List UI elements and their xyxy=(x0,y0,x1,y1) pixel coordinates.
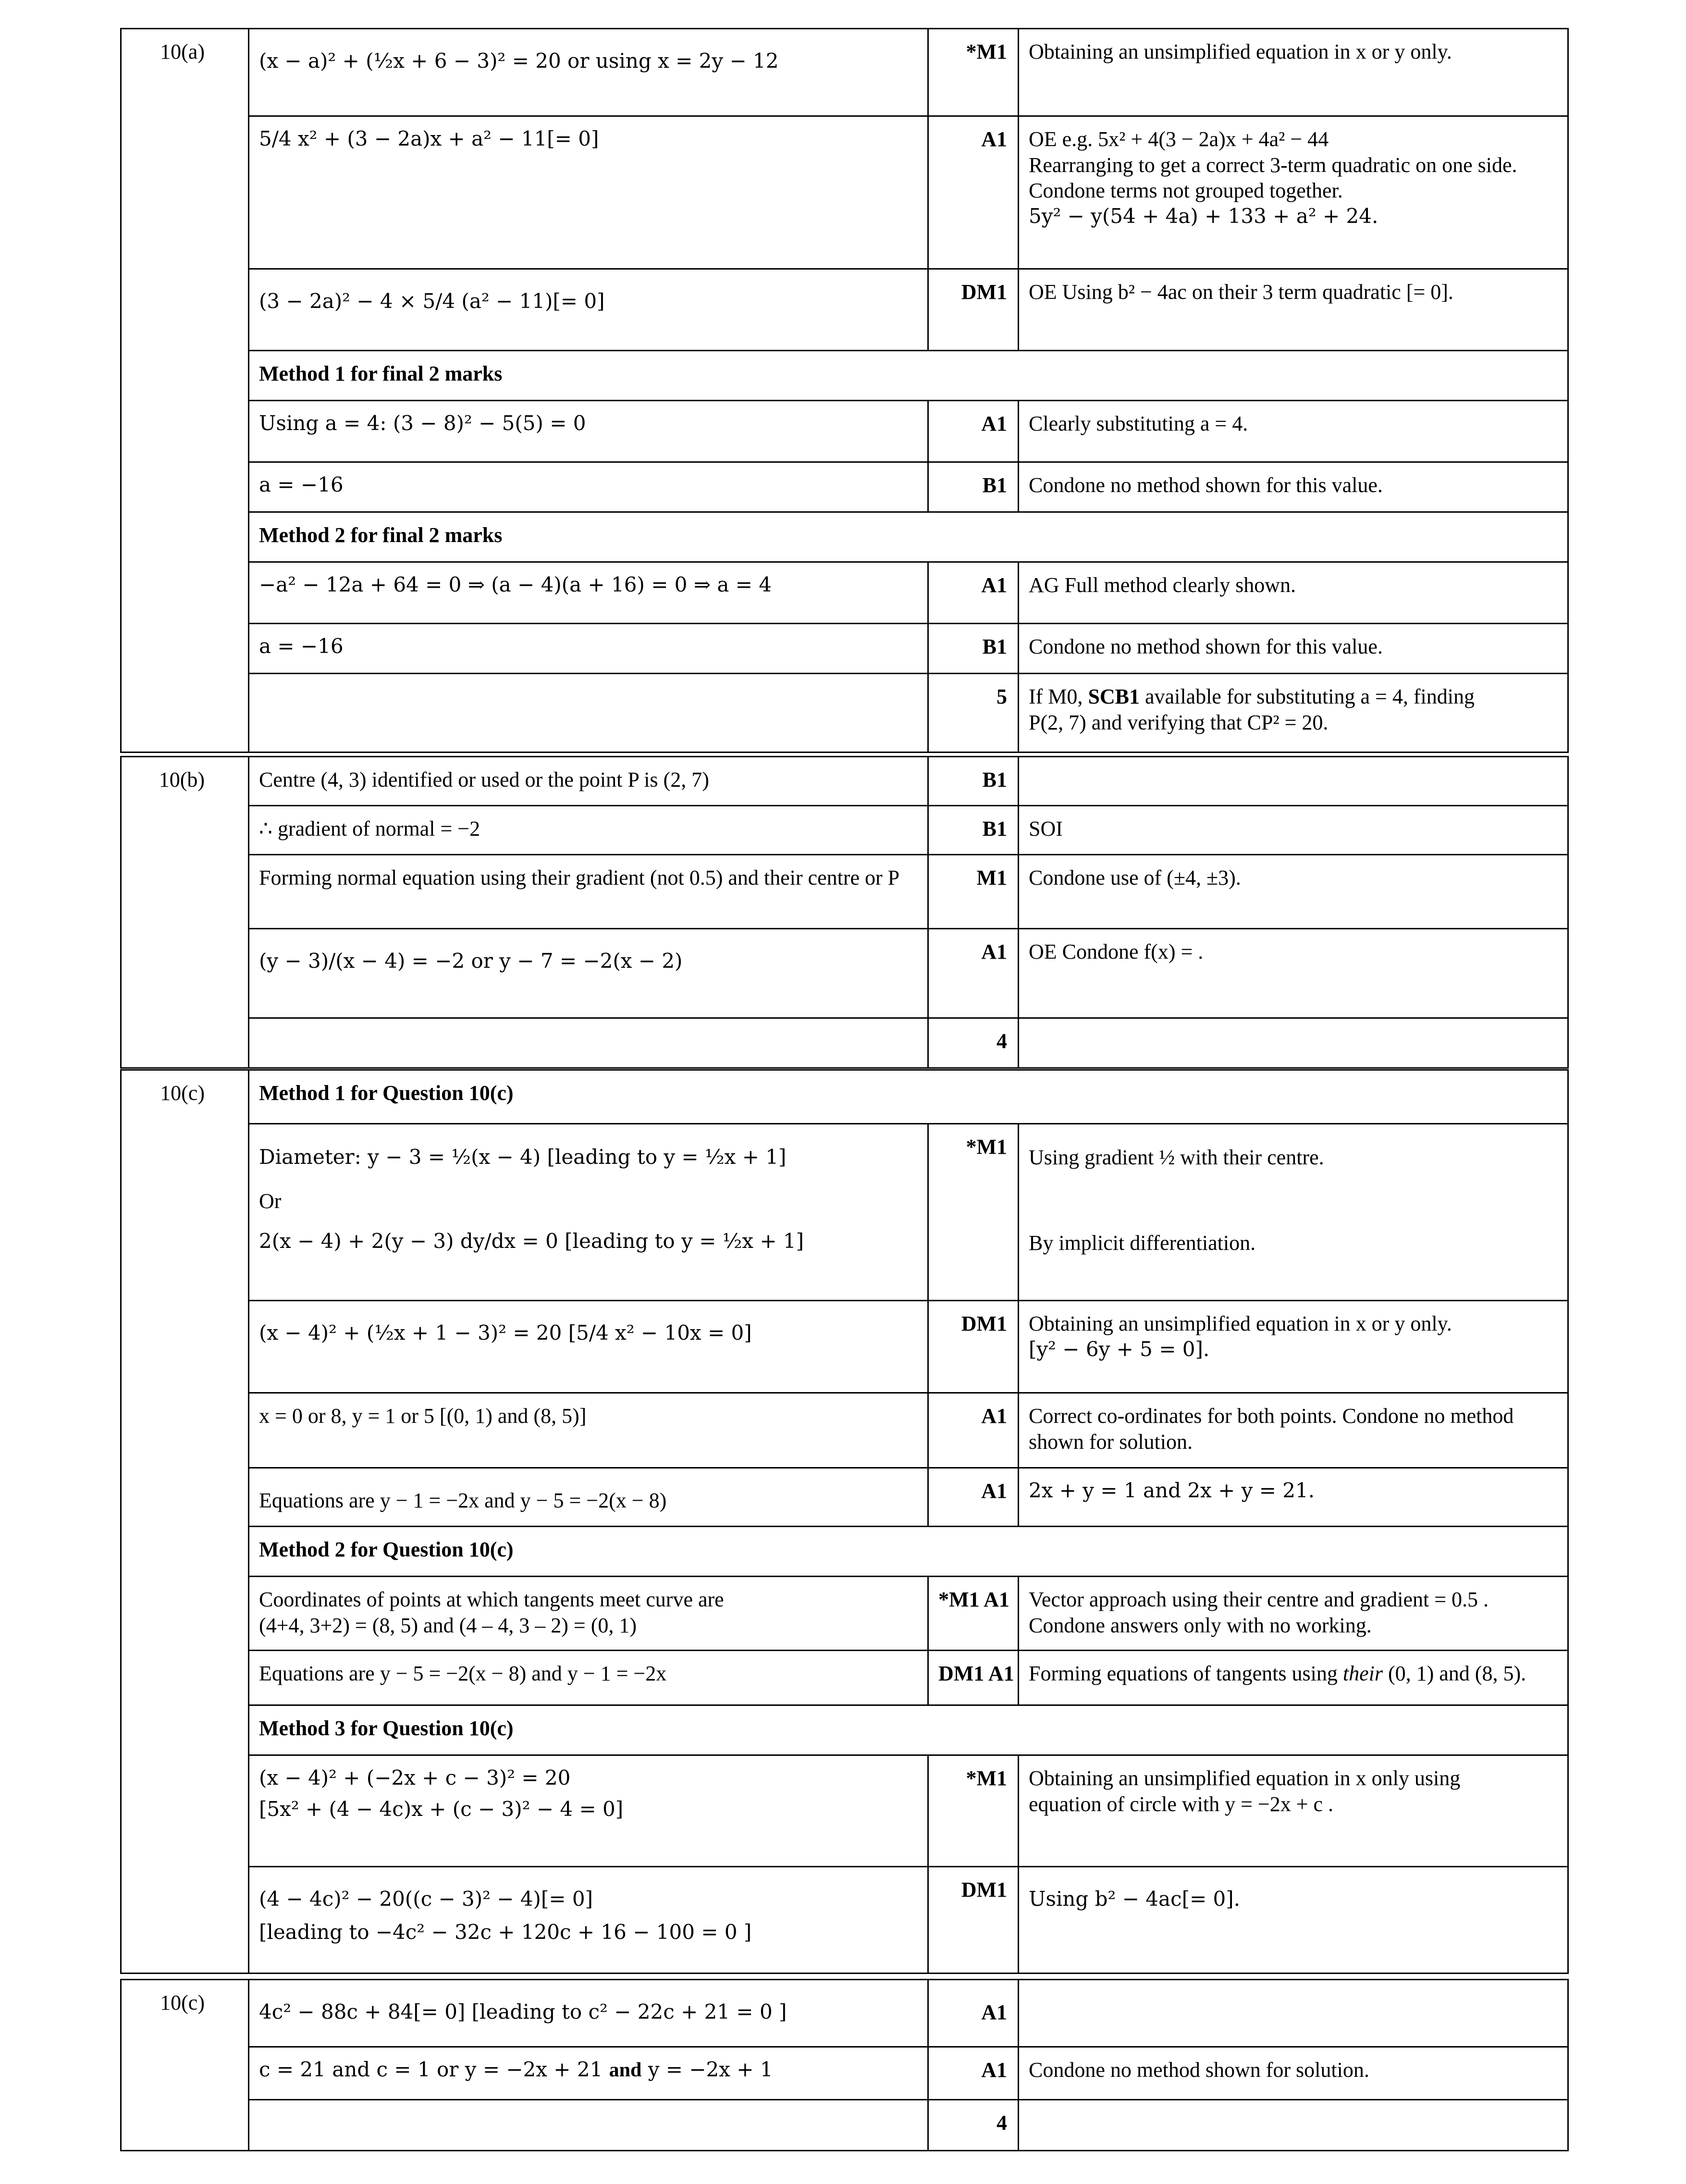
answer-cell: 4c² − 88c + 84[= 0] [leading to c² − 22c + 21 = 0 ] xyxy=(249,1980,928,2047)
mark-cell: *M1 xyxy=(928,1755,1019,1867)
guidance-cell: OE Using b² − 4ac on their 3 term quadratic [= 0]. xyxy=(1019,269,1568,351)
answer-cell: 5/4 x² + (3 − 2a)x + a² − 11[= 0] xyxy=(249,116,928,269)
answer-cell: Equations are y − 5 = −2(x − 8) and y − 1 = −2x xyxy=(249,1651,928,1705)
answer-cell-empty xyxy=(249,2100,928,2151)
guidance-cell: Obtaining an unsimplified equation in x or y only. xyxy=(1019,29,1568,116)
guidance-cell: If M0, SCB1 available for substituting a = 4, finding P(2, 7) and verifying that CP² = 20. xyxy=(1019,674,1568,753)
mark-cell: A1 xyxy=(928,2047,1019,2100)
question-number-blank xyxy=(121,512,249,562)
question-number-blank xyxy=(121,1301,249,1393)
answer-cell-empty xyxy=(249,674,928,753)
answer-cell-empty xyxy=(249,1018,928,1068)
question-number-blank xyxy=(121,2100,249,2151)
method-heading: Method 1 for Question 10(c) xyxy=(249,1070,1568,1124)
question-number-blank xyxy=(121,401,249,462)
method-heading: Method 2 for final 2 marks xyxy=(249,512,1568,562)
answer-cell: (y − 3)/(x − 4) = −2 or y − 7 = −2(x − 2) xyxy=(249,929,928,1018)
question-number: 10(c) xyxy=(121,1980,249,2047)
question-number-blank xyxy=(121,1705,249,1755)
guidance-line: 5y² − y(54 + 4a) + 133 + a² + 24. xyxy=(1029,204,1378,228)
guidance-cell: 2x + y = 1 and 2x + y = 21. xyxy=(1019,1468,1568,1527)
question-number-blank xyxy=(121,269,249,351)
answer-cell: (x − 4)² + (½x + 1 − 3)² = 20 [5/4 x² − 10x = 0] xyxy=(249,1301,928,1393)
question-number-blank xyxy=(121,562,249,624)
mark-cell: DM1 xyxy=(928,269,1019,351)
answer-cell: (3 − 2a)² − 4 × 5/4 (a² − 11)[= 0] xyxy=(249,269,928,351)
mark-cell: DM1 xyxy=(928,1867,1019,1974)
question-number-blank xyxy=(121,855,249,929)
guidance-cell: Correct co-ordinates for both points. Condone no method shown for solution. xyxy=(1019,1393,1568,1468)
answer-cell: Forming normal equation using their gradient (not 0.5) and their centre or P xyxy=(249,855,928,929)
question-number-blank xyxy=(121,1393,249,1468)
answer-cell: a = −16 xyxy=(249,462,928,512)
answer-cell: (x − a)² + (½x + 6 − 3)² = 20 or using x = 2y − 12 xyxy=(249,29,928,116)
answer-cell: Diameter: y − 3 = ½(x − 4) [leading to y = ½x + 1] Or 2(x − 4) + 2(y − 3) dy/dx = 0 [leading to y = ½x + 1] xyxy=(249,1124,928,1301)
mark-cell: A1 xyxy=(928,1393,1019,1468)
question-number-blank xyxy=(121,116,249,269)
mark-cell: B1 xyxy=(928,806,1019,855)
guidance-line: Rearranging to get a correct 3-term quadratic on one side. xyxy=(1029,153,1517,177)
guidance-cell: SOI xyxy=(1019,806,1568,855)
guidance-cell-empty xyxy=(1019,1980,1568,2047)
mark-cell: DM1 xyxy=(928,1301,1019,1393)
answer-cell: (x − 4)² + (−2x + c − 3)² = 20 [5x² + (4 − 4c)x + (c − 3)² − 4 = 0] xyxy=(249,1755,928,1867)
question-number-blank xyxy=(121,2047,249,2100)
question-number-blank xyxy=(121,1755,249,1867)
question-number-blank xyxy=(121,1651,249,1705)
mark-cell: *M1 xyxy=(928,29,1019,116)
guidance-cell-empty xyxy=(1019,1018,1568,1068)
question-number-blank xyxy=(121,1577,249,1651)
answer-cell: Coordinates of points at which tangents meet curve are (4+4, 3+2) = (8, 5) and (4 – 4, 3 – 2) = (0, 1) xyxy=(249,1577,928,1651)
guidance-line: Condone terms not grouped together. xyxy=(1029,179,1343,203)
guidance-cell xyxy=(1019,757,1568,806)
mark-cell: A1 xyxy=(928,562,1019,624)
question-number-blank xyxy=(121,1018,249,1068)
guidance-cell: OE Condone f(x) = . xyxy=(1019,929,1568,1018)
guidance-cell-empty xyxy=(1019,2100,1568,2151)
mark-cell: A1 xyxy=(928,1980,1019,2047)
method-heading: Method 1 for final 2 marks xyxy=(249,351,1568,401)
mark-cell: B1 xyxy=(928,624,1019,674)
guidance-line: OE e.g. 5x² + 4(3 − 2a)x + 4a² − 44 xyxy=(1029,127,1329,151)
guidance-cell: Condone use of (±4, ±3). xyxy=(1019,855,1568,929)
guidance-cell: AG Full method clearly shown. xyxy=(1019,562,1568,624)
mark-cell: B1 xyxy=(928,462,1019,512)
answer-cell: x = 0 or 8, y = 1 or 5 [(0, 1) and (8, 5)] xyxy=(249,1393,928,1468)
method-heading: Method 3 for Question 10(c) xyxy=(249,1705,1568,1755)
question-number-blank xyxy=(121,1124,249,1301)
question-number: 10(c) xyxy=(121,1070,249,1124)
answer-cell: −a² − 12a + 64 = 0 ⇒ (a − 4)(a + 16) = 0 ⇒ a = 4 xyxy=(249,562,928,624)
answer-cell: a = −16 xyxy=(249,624,928,674)
question-number: 10(a) xyxy=(121,29,249,116)
scb1-label: SCB1 xyxy=(1088,685,1140,708)
answer-cell: Using a = 4: (3 − 8)² − 5(5) = 0 xyxy=(249,401,928,462)
mark-cell: *M1 xyxy=(928,1124,1019,1301)
method-heading: Method 2 for Question 10(c) xyxy=(249,1527,1568,1577)
guidance-cell: Using b² − 4ac[= 0]. xyxy=(1019,1867,1568,1974)
guidance-cell xyxy=(1019,116,1568,269)
mark-cell: DM1 A1 xyxy=(928,1651,1019,1705)
question-number-blank xyxy=(121,351,249,401)
mark-cell: A1 xyxy=(928,929,1019,1018)
guidance-cell: Vector approach using their centre and gradient = 0.5 . Condone answers only with no working. xyxy=(1019,1577,1568,1651)
guidance-cell: Condone no method shown for solution. xyxy=(1019,2047,1568,2100)
question-number-blank xyxy=(121,624,249,674)
table-10a xyxy=(120,28,1569,753)
total-mark: 5 xyxy=(928,674,1019,753)
table-10c xyxy=(120,1069,1569,1974)
guidance-cell: Forming equations of tangents using their (0, 1) and (8, 5). xyxy=(1019,1651,1568,1705)
question-number-blank xyxy=(121,1867,249,1974)
table-10c-continued xyxy=(120,1979,1569,2151)
guidance-cell: Clearly substituting a = 4. xyxy=(1019,401,1568,462)
question-number: 10(b) xyxy=(121,757,249,806)
guidance-cell: Condone no method shown for this value. xyxy=(1019,462,1568,512)
total-mark: 4 xyxy=(928,2100,1019,2151)
mark-cell: B1 xyxy=(928,757,1019,806)
question-number-blank xyxy=(121,1468,249,1527)
answer-cell: Centre (4, 3) identified or used or the point P is (2, 7) xyxy=(249,757,928,806)
table-10b xyxy=(120,756,1569,1069)
answer-cell: (4 − 4c)² − 20((c − 3)² − 4)[= 0] [leading to −4c² − 32c + 120c + 16 − 100 = 0 ] xyxy=(249,1867,928,1974)
guidance-cell: Using gradient ½ with their centre. By implicit differentiation. xyxy=(1019,1124,1568,1301)
mark-cell: A1 xyxy=(928,401,1019,462)
total-mark: 4 xyxy=(928,1018,1019,1068)
guidance-cell: Condone no method shown for this value. xyxy=(1019,624,1568,674)
question-number-blank xyxy=(121,929,249,1018)
question-number-blank xyxy=(121,1527,249,1577)
answer-cell: c = 21 and c = 1 or y = −2x + 21 and y = −2x + 1 xyxy=(249,2047,928,2100)
question-number-blank xyxy=(121,806,249,855)
mark-cell: *M1 A1 xyxy=(928,1577,1019,1651)
question-number-blank xyxy=(121,462,249,512)
guidance-cell: Obtaining an unsimplified equation in x or y only. [y² − 6y + 5 = 0]. xyxy=(1019,1301,1568,1393)
answer-cell: ∴ gradient of normal = −2 xyxy=(249,806,928,855)
mark-cell: M1 xyxy=(928,855,1019,929)
guidance-cell: Obtaining an unsimplified equation in x only using equation of circle with y = −2x + c . xyxy=(1019,1755,1568,1867)
answer-cell: Equations are y − 1 = −2x and y − 5 = −2(x − 8) xyxy=(249,1468,928,1527)
mark-cell: A1 xyxy=(928,1468,1019,1527)
mark-cell: A1 xyxy=(928,116,1019,269)
question-number-blank xyxy=(121,674,249,753)
